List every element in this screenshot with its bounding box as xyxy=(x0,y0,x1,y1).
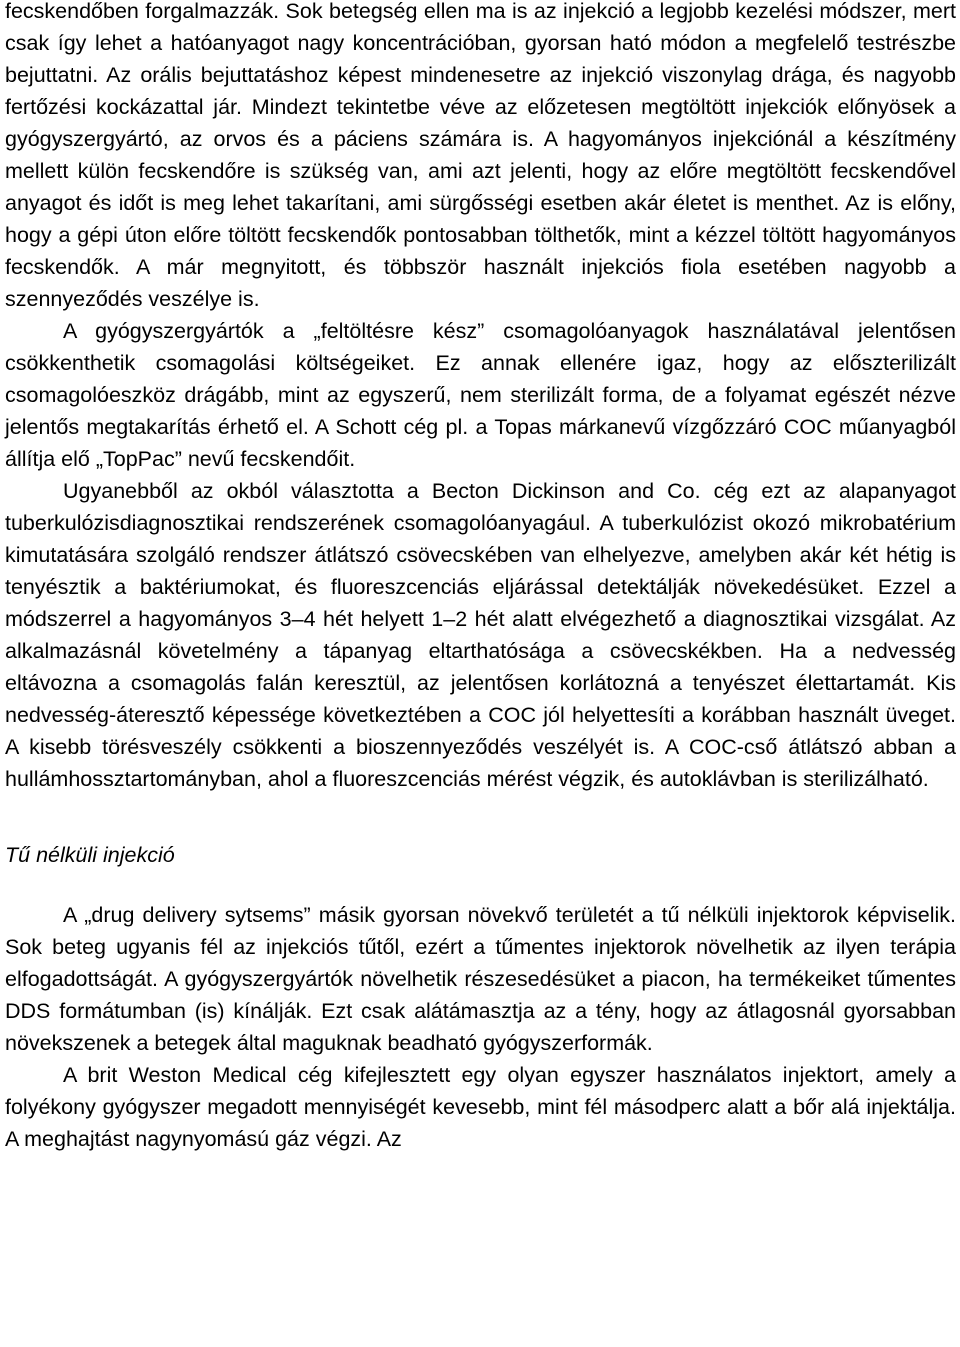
paragraph-needle-free-injectors: A „drug delivery sytsems” másik gyorsan növekvő területét a tű nélküli injektorok képviselik. Sok beteg ugyanis fél az injekciós tűtől, ezért a tűmentes injektorok növelhetik az ilyen terápia elfogadottságát. A gyógyszergyártók növelhetik részesedésüket a piacon, ha termékeiket tűmentes DDS formátumban (is) kínálják. Ezt csak alátámasztja az a tény, hogy az átlagosnál gyorsabban növekszenek a betegek által maguknak beadható gyógyszerformák. xyxy=(5,903,956,1055)
paragraph-weston-medical: A brit Weston Medical cég kifejlesztett egy olyan egyszer használatos injektort, amely a folyékony gyógyszer megadott mennyiségét kevesebb, mint fél másodperc alatt a bőr alá injektálja. A meghajtást nagynyomású gáz végzi. Az xyxy=(5,1063,956,1151)
paragraph-packaging-costs: A gyógyszergyártók a „feltöltésre kész” csomagolóanyagok használatával jelentősen csökkenthetik csomagolási költségeiket. Ez annak ellenére igaz, hogy az előszterilizált csomagolóeszköz drágább, mint az egyszerű, nem sterilizált forma, de a folyamat egészét nézve jelentős megtakarítás érhető el. A Schott cég pl. a Topas márkanevű vízgőzzáró COC műanyagból állítja elő „TopPac” nevű fecskendőit. xyxy=(5,319,956,471)
section-heading-needle-free: Tű nélküli injekció xyxy=(5,843,175,867)
paragraph-tuberculosis-diagnostics: Ugyanebből az okból választotta a Becton Dickinson and Co. cég ezt az alapanyagot tuberkulózisdiagnosztikai rendszerének csomagolóanyagául. A tuberkulózist okozó mikrobatérium kimutatására szolgáló rendszer átlátszó csövecskében van elhelyezve, amelyben akár két hétig is tenyésztik a baktériumokat, és fluoreszcenciás eljárással detektálják növekedésüket. Ezzel a módszerrel a hagyományos 3–4 hét helyett 1–2 hét alatt elvégezhető a diagnosztikai vizsgálat. Az alkalmazásnál követelmény a tápanyag eltarthatósága a csövecskékben. Ha a nedvesség eltávozna a csomagolás falán keresztül, az jelentősen korlátozná a tenyészet élettartamát. Kis nedvesség-áteresztő képessége következtében a COC jól helyettesíti a korábban használt üveget. A kisebb törésveszély csökkenti a bioszennyeződés veszélyét is. A COC-cső átlátszó abban a hullámhossztartományban, ahol a fluoreszcenciás mérést végzik, és autoklávban is sterilizálható. xyxy=(5,479,956,791)
paragraph-prefilled-syringes: fecskendőben forgalmazzák. Sok betegség ellen ma is az injekció a legjobb kezelési módszer, mert csak így lehet a hatóanyagot nagy koncentrációban, gyorsan ható módon a megfelelő testrészbe bejuttatni. Az orális bejuttatáshoz képest mindenesetre az injekció viszonylag drága, és nagyobb fertőzési kockázattal jár. Mindezt tekintetbe véve az előzetesen megtöltött injekciók előnyösek a gyógyszergyártó, az orvos és a páciens számára is. A hagyományos injekciónál a készítmény mellett külön fecskendőre is szükség van, ami azt jelenti, hogy az előre megtöltött fecskendővel anyagot és időt is meg lehet takarítani, ami sürgősségi esetben akár életet is menthet. Az is előny, hogy a gépi úton előre töltött fecskendők pontosabban tölthetők, mint a kézzel töltött hagyományos fecskendők. A már megnyitott, és többször használt injekciós fiola esetében nagyobb a szennyeződés veszélye is. xyxy=(5,0,956,311)
